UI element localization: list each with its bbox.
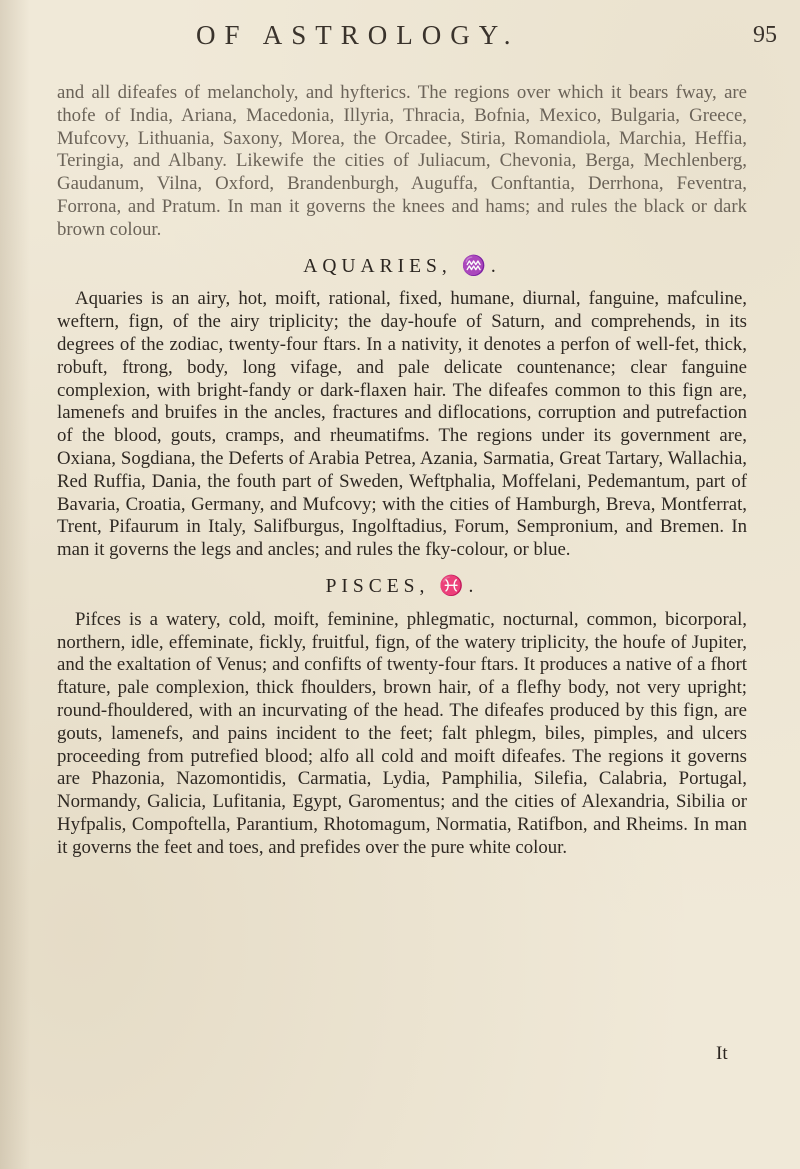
paragraph-aquaries: Aquaries is an airy, hot, moift, rational, fixed, humane, diurnal, fanguine, mafculine, weftern, fign, of the airy triplicity; the day-houfe of Saturn, and comprehends, in its degrees of the zodiac, twenty-four ftars. In a nativity, it denotes a perfon of well-fet, thick, robuft, ftrong, body, long vifage, and pale delicate countenance; clear fanguine complexion, with bright-fandy or dark-flaxen hair. The difeafes common to this fign are, lamenefs and bruifes in the ancles, fractures and diflocations, corruption and putrefaction of the blood, gouts, cramps, and rheumatifms. The regions under its government are, Oxiana, Sogdiana, the Deferts of Arabia Petrea, Azania, Sarmatia, Great Tartary, Wallachia, Red Ruffia, Dania, the fouth part of Sweden, Weftphalia, Moffelani, Pedemantum, part of Bavaria, Croatia, Germany, and Mufcovy; with the cities of Hamburgh, Breva, Montferrat, Trent, Pifaurum in Italy, Salifburgus, Ingolftadius, Forum, Sempronium, and Bremen. In man it governs the legs and ancles; and rules the fky-colour, or blue. [57,288,747,561]
catchword: It [716,1043,728,1064]
page-header [0,20,800,60]
paragraph-melancholy: and all difeafes of melancholy, and hyfterics. The regions over which it bears fway, are thofe of India, Ariana, Macedonia, Illyria, Thracia, Bofnia, Mexico, Bulgaria, Greece, Mufcovy, Lithuania, Saxony, Morea, the Orcadee, Stiria, Romandiola, Marchia, Heffia, Teringia, and Albany. Likewife the cities of Juliacum, Chevonia, Berga, Mechlenberg, Gaudanum, Vilna, Oxford, Brandenburgh, Auguffa, Conftantia, Derrhona, Feventra, Forrona, and Pratum. In man it governs the knees and hams; and rules the black or dark brown colour. [57,82,747,240]
pisces-heading: PISCES, ♓. [325,575,479,597]
spine-shadow [0,0,30,1169]
running-head: OF ASTROLOGY. [196,20,520,50]
paragraph-pisces: Pifces is a watery, cold, moift, feminine, phlegmatic, nocturnal, common, bicorporal, northern, idle, effeminate, fickly, fruitful, fign, of the watery triplicity, the houfe of Jupiter, and the exaltation of Venus; and confifts of twenty-four ftars. It produces a native of a fhort ftature, pale complexion, thick fhoulders, brown hair, of a flefhy body, not very upright; round-fhouldered, with an incurvating of the head. The difeafes produced by this fign, are gouts, lamenefs, and pains incident to the feet; falt phlegm, biles, pimples, and ulcers proceeding from putrefied blood; alfo all cold and moift difeafes. The regions it governs are Phazonia, Nazomontidis, Carmatia, Lydia, Pamphilia, Silefia, Calabria, Portugal, Normandy, Galicia, Lufitania, Egypt, Garomentus; and the cities of Alexandria, Sibilia or Hyfpalis, Compoftella, Parantium, Rhotomagum, Normatia, Ratifbon, and Rheims. In man it governs the feet and toes, and prefides over the pure white colour. [57,608,747,858]
body-text [57,82,747,860]
aquaries-heading: AQUARIES, ♒. [303,255,501,277]
page-number: 95 [753,22,777,48]
